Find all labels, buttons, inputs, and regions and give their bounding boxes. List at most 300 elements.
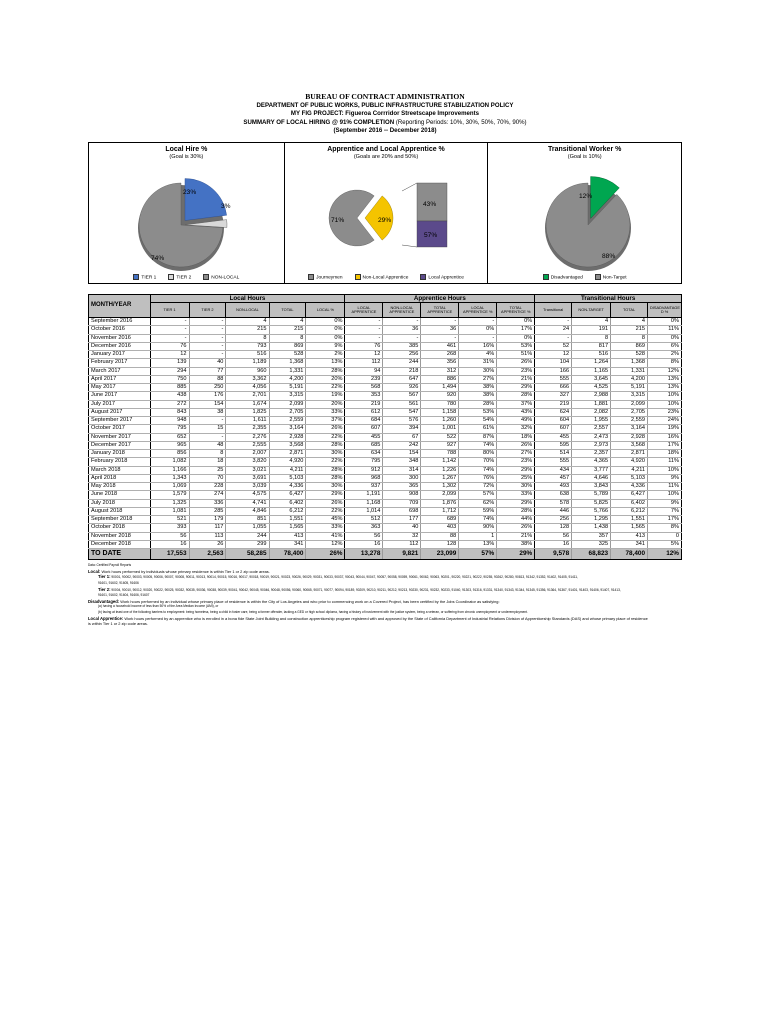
cell-tier-2: - [189,433,226,441]
cell-total-apprentice: 312 [421,367,459,375]
cell-total-apprentice: 403 [421,524,459,532]
label-non-target: 88% [602,252,616,260]
cell-non-local-apprentice: 244 [383,359,421,367]
cell-local-pct: 9% [306,342,345,350]
cell-local-pct: 0% [306,326,345,334]
cell-month: TO DATE [89,549,151,560]
cell-tier-2: - [189,326,226,334]
cell-transitional-total: 6,427 [611,491,648,499]
cell-local-total: 4 [269,318,306,326]
cell-month: March 2018 [89,466,151,474]
cell-local-total: 4,336 [269,483,306,491]
table-row [89,441,682,449]
cell-disadvantaged-pct: 12% [648,367,682,375]
cell-disadvantaged-pct: 24% [648,417,682,425]
cell-non-target: 4,365 [572,458,611,466]
legend-local-apprentice-label: Local Apprentice [428,274,464,280]
note-disadvantaged-b: (b) facing at least one of the following barriers to employment: being homeless, being a child in foster care, being a former offender, lacking a GED or high school diploma, having a history of involvement with the justice system, being a veteran, or suffering from chronic unemployment or underemployment. [98,609,528,614]
cell-total-apprentice: - [421,334,459,342]
cell-local-apprentice-pct: 54% [459,417,497,425]
cell-disadvantaged-pct: 2% [648,351,682,359]
cell-non-target: 1,264 [572,359,611,367]
cell-local-apprentice: 76 [345,342,383,350]
cell-tier-2: 77 [189,367,226,375]
cell-non-target: 5,825 [572,499,611,507]
cell-non-local: 960 [226,367,269,375]
cell-tier-2: 88 [189,375,226,383]
apprentice-legend [285,274,488,280]
cell-total-apprentice: 128 [421,540,459,548]
col-local-total: TOTAL [269,303,306,318]
cell-transitional: - [535,334,572,342]
cell-local-total: 4,211 [269,466,306,474]
cell-transitional: 16 [535,540,572,548]
connector-bottom [402,245,417,247]
cell-month: November 2018 [89,532,151,540]
cell-transitional-total: 2,559 [611,417,648,425]
cell-total-apprentice-pct: 21% [497,532,535,540]
cell-tier-1: 438 [150,392,189,400]
col-total-apprentice: TOTAL APPRENTICE [421,303,459,318]
cell-non-local: 4,575 [226,491,269,499]
cell-month: September 2017 [89,417,151,425]
cell-transitional-total: 1,551 [611,516,648,524]
col-local-apprentice: LOCAL APPRENTICE [345,303,383,318]
cell-transitional: 12 [535,351,572,359]
note-local-apprentice-text: Work hours performed by an apprentice who is enrolled in a bona fide State Joint Building and construction apprenticeship program registered with and approved by the State of California Department of Industrial Relations Division of Apprenticeship Standards (DAS) and whose primary place of residence [124,615,648,621]
apprentice-title: Apprentice and Local Apprentice % [327,145,445,153]
cell-non-local: 3,691 [226,474,269,482]
apprentice-hours-header: Apprentice Hours [345,294,535,302]
cell-local-apprentice-pct: 70% [459,458,497,466]
cell-non-target: 5,789 [572,491,611,499]
cell-total-apprentice-pct: 43% [497,408,535,416]
cell-tier-2: 26 [189,540,226,548]
cell-local-apprentice-pct: 57% [459,491,497,499]
cell-non-local-apprentice: 154 [383,450,421,458]
cell-tier-1: 843 [150,408,189,416]
note-local-apprentice-text-2: is within Tier 1 or 2 zip code areas. [88,621,148,627]
cell-local-pct: 26% [306,549,345,560]
cell-total-apprentice: 1,226 [421,466,459,474]
cell-disadvantaged-pct: 11% [648,458,682,466]
table-row [89,342,682,350]
cell-non-local-apprentice: 177 [383,516,421,524]
legend-local-apprentice [420,274,463,280]
cell-local-pct: 19% [306,392,345,400]
cell-local-apprentice: 12 [345,351,383,359]
cell-disadvantaged-pct: 18% [648,450,682,458]
cell-local-apprentice-pct: 1 [459,532,497,540]
cell-local-apprentice: 612 [345,408,383,416]
cell-month: March 2017 [89,367,151,375]
cell-local-apprentice: 634 [345,450,383,458]
cell-non-local-apprentice: 32 [383,532,421,540]
cell-total-apprentice: 1,267 [421,474,459,482]
cell-tier-1: 16 [150,540,189,548]
cell-local-total: 6,212 [269,507,306,515]
cell-total-apprentice-pct: 17% [497,326,535,334]
cell-non-local-apprentice: 385 [383,342,421,350]
cell-total-apprentice: 1,001 [421,425,459,433]
cell-total-apprentice: 920 [421,392,459,400]
label-non-local-apprentice: 43% [422,200,436,208]
note-tier-1-text-2: 91601, 91602, 91605, 91606 [98,581,139,585]
cell-non-local: 1,611 [226,417,269,425]
cell-tier-1: 521 [150,516,189,524]
note-tier-1-text: 90001, 90002, 90003, 90005, 90006, 90007, 90008, 90011, 90013, 90014, 90015, 90016, 90017, 90018, 90019, 90021, 90023, 90026, 90029, 90031, 90033, 90037, 90043, 90044, 90047, 90057, 90058, 90059, 90061, 90062, 90063, 90201, 90220, 90221, 90222, 90255, 90262, 90280, 90813, 91342, 91352, 91402, 91405, 91411, [111,575,578,580]
cell-local-apprentice-pct: 16% [459,342,497,350]
cell-tier-1: 294 [150,367,189,375]
table-row [89,359,682,367]
cell-non-target: 1,438 [572,524,611,532]
cell-month: December 2018 [89,540,151,548]
table-row [89,318,682,326]
cell-local-apprentice: 56 [345,532,383,540]
cell-transitional-total: 6,212 [611,507,648,515]
cell-tier-2: 250 [189,384,226,392]
cell-local-apprentice: 1,191 [345,491,383,499]
cell-local-apprentice-pct: 27% [459,375,497,383]
cell-tier-1: 1,579 [150,491,189,499]
table-row [89,466,682,474]
cell-disadvantaged-pct: 8% [648,524,682,532]
cell-non-local-apprentice: 314 [383,466,421,474]
col-disadvantaged-pct: DISADVANTAGE D % [648,303,682,318]
note-tier-2-label: Tier 2: [98,586,111,592]
cell-local-apprentice: 16 [345,540,383,548]
cell-total-apprentice-pct: 51% [497,351,535,359]
cell-transitional: 624 [535,408,572,416]
cell-transitional: 104 [535,359,572,367]
cell-local-total: 2,559 [269,417,306,425]
cell-transitional: 446 [535,507,572,515]
cell-local-total: 6,402 [269,499,306,507]
cell-local-total: 78,400 [269,549,306,560]
cell-local-apprentice: 512 [345,516,383,524]
cell-local-pct: 26% [306,499,345,507]
cell-total-apprentice-pct: 29% [497,466,535,474]
cell-transitional: 604 [535,417,572,425]
cell-tier-1: 1,325 [150,499,189,507]
summary-title-bold: SUMMARY OF LOCAL HIRING @ 91% COMPLETION [243,118,395,126]
table-row [89,499,682,507]
cell-local-apprentice: 94 [345,367,383,375]
cell-total-apprentice: 886 [421,375,459,383]
cell-month: October 2016 [89,326,151,334]
cell-non-local: 58,285 [226,549,269,560]
cell-tier-2: 228 [189,483,226,491]
cell-local-apprentice-pct: 57% [459,549,497,560]
cell-month: January 2017 [89,351,151,359]
cell-tier-2: 336 [189,499,226,507]
cell-transitional-total: 2,705 [611,408,648,416]
cell-local-total: 413 [269,532,306,540]
table-row [89,458,682,466]
cell-transitional: 638 [535,491,572,499]
cell-non-target: 1,881 [572,400,611,408]
cell-local-pct: 33% [306,408,345,416]
cell-month: April 2017 [89,375,151,383]
cell-transitional-total: 3,315 [611,392,648,400]
legend-tier-2-label: TIER 2 [176,274,192,280]
apprentice-pie-bar [285,143,489,283]
legend-non-target [595,274,627,280]
col-non-local-apprentice: NON-LOCAL APPRENTICE [383,303,421,318]
bureau-title: BUREAU OF CONTRACT ADMINISTRATION [305,92,465,101]
cell-transitional: 52 [535,342,572,350]
cell-local-apprentice-pct: 80% [459,450,497,458]
cell-local-pct: 0% [306,334,345,342]
cell-tier-2: 117 [189,524,226,532]
cell-total-apprentice: 689 [421,516,459,524]
cell-non-local: 3,362 [226,375,269,383]
cell-total-apprentice-pct: 26% [497,524,535,532]
cell-non-local-apprentice: 647 [383,375,421,383]
table-row [89,392,682,400]
cell-local-apprentice: 937 [345,483,383,491]
cell-non-local-apprentice: 908 [383,491,421,499]
cell-total-apprentice: 522 [421,433,459,441]
cell-total-apprentice: 356 [421,359,459,367]
cell-local-apprentice-pct: 62% [459,499,497,507]
cell-transitional: 457 [535,474,572,482]
cell-local-apprentice: 1,168 [345,499,383,507]
cell-local-pct: 22% [306,507,345,515]
cell-non-target: 2,557 [572,425,611,433]
cell-local-pct: 28% [306,367,345,375]
cell-total-apprentice-pct: 32% [497,425,535,433]
table-row [89,400,682,408]
col-transitional-total: TOTAL [611,303,648,318]
cell-tier-1: 17,553 [150,549,189,560]
cell-non-local: 1,189 [226,359,269,367]
cell-transitional: 166 [535,367,572,375]
table-row [89,334,682,342]
cell-non-local-apprentice: 926 [383,384,421,392]
cell-tier-1: 393 [150,524,189,532]
cell-total-apprentice: 88 [421,532,459,540]
cell-non-local-apprentice: 218 [383,367,421,375]
cell-month: October 2017 [89,425,151,433]
cell-disadvantaged-pct: 10% [648,392,682,400]
transitional-title: Transitional Worker % [547,145,622,153]
cell-transitional-total: 6,402 [611,499,648,507]
cell-local-apprentice-pct: 13% [459,540,497,548]
cell-tier-2: 8 [189,450,226,458]
label-local-apprentice: 57% [423,231,437,239]
cell-transitional: 24 [535,326,572,334]
note-tier-1 [88,574,682,586]
cell-local-apprentice-pct: 61% [459,425,497,433]
cell-non-target: 3,777 [572,466,611,474]
cell-local-pct: 30% [306,483,345,491]
cell-month: April 2018 [89,474,151,482]
cell-local-total: 2,099 [269,400,306,408]
cell-tier-1: 76 [150,342,189,350]
cell-transitional: 595 [535,441,572,449]
cell-total-apprentice-pct: 18% [497,433,535,441]
cell-total-apprentice-pct: 53% [497,342,535,350]
legend-journeymen [308,274,342,280]
cell-transitional: 327 [535,392,572,400]
cell-non-local-apprentice: 112 [383,540,421,548]
cell-local-pct: 13% [306,359,345,367]
cell-local-pct: 26% [306,425,345,433]
cell-total-apprentice: 1,158 [421,408,459,416]
cell-local-total: 1,368 [269,359,306,367]
cell-local-apprentice: 219 [345,400,383,408]
pie-slice-tier-1 [185,178,227,220]
cell-local-pct: 2% [306,351,345,359]
cell-local-pct: 45% [306,516,345,524]
table-row [89,507,682,515]
label-non-local: 74% [151,254,165,262]
cell-non-target: 516 [572,351,611,359]
cell-transitional: 219 [535,400,572,408]
cell-local-apprentice-pct: 87% [459,433,497,441]
cell-transitional-total: 869 [611,342,648,350]
cell-total-apprentice-pct: 26% [497,359,535,367]
cell-month: June 2017 [89,392,151,400]
cell-transitional-total: 5,103 [611,474,648,482]
cell-total-apprentice: 1,260 [421,417,459,425]
cell-tier-2: - [189,342,226,350]
cell-total-apprentice: 2,099 [421,491,459,499]
legend-journeymen-label: Journeymen [316,274,343,280]
label-journeymen: 71% [330,216,344,224]
cell-tier-2: 2,563 [189,549,226,560]
cell-non-target: 1,165 [572,367,611,375]
cell-non-local-apprentice: 547 [383,408,421,416]
cell-local-apprentice: 684 [345,417,383,425]
cell-transitional: 666 [535,384,572,392]
cell-local-apprentice: 607 [345,425,383,433]
cell-total-apprentice: 1,712 [421,507,459,515]
cell-local-pct: 28% [306,466,345,474]
transitional-subtitle: (Goal is 10%) [567,153,602,160]
cell-tier-2: 285 [189,507,226,515]
cell-transitional-total: 341 [611,540,648,548]
cell-transitional: 555 [535,458,572,466]
cell-local-total: 3,164 [269,425,306,433]
local-hire-title: Local Hire % [165,145,208,153]
cell-month: June 2018 [89,491,151,499]
cell-tier-2: 25 [189,466,226,474]
cell-disadvantaged-pct: 10% [648,466,682,474]
cell-tier-2: 48 [189,441,226,449]
cell-non-local-apprentice: - [383,334,421,342]
local-hire-pie [89,143,285,283]
cell-disadvantaged-pct: 11% [648,326,682,334]
cell-transitional-total: 4,920 [611,458,648,466]
note-disadvantaged-a: (a) having a household income of less than 50% of the Area Median Income (AMI), or [98,604,219,609]
cell-transitional-total: 1,331 [611,367,648,375]
cell-non-target: 1,295 [572,516,611,524]
transitional-chart [488,143,681,283]
cell-transitional: 128 [535,524,572,532]
cell-non-local: 4,846 [226,507,269,515]
cell-local-apprentice-pct: 38% [459,392,497,400]
cell-tier-2: 179 [189,516,226,524]
apprentice-chart [285,143,489,283]
cell-disadvantaged-pct: 10% [648,491,682,499]
legend-disadvantaged-label: Disadvantaged [550,274,583,280]
table-row [89,516,682,524]
cell-total-apprentice-pct: 26% [497,441,535,449]
cell-transitional: 9,578 [535,549,572,560]
cell-local-apprentice: 568 [345,384,383,392]
cell-total-apprentice: 1,302 [421,483,459,491]
table-row [89,524,682,532]
local-hire-legend [89,274,284,280]
cell-non-local: 299 [226,540,269,548]
note-disadvantaged-label: Disadvantaged: [88,598,120,604]
cell-local-total: 1,565 [269,524,306,532]
cell-non-local: 793 [226,342,269,350]
cell-total-apprentice: 36 [421,326,459,334]
cell-local-apprentice: 685 [345,441,383,449]
cell-total-apprentice-pct: 0% [497,334,535,342]
apprentice-subtitle: (Goals are 20% and 50%) [353,153,419,160]
cell-tier-1: 12 [150,351,189,359]
cell-local-apprentice: - [345,334,383,342]
cell-transitional: - [535,318,572,326]
cell-local-apprentice-pct: 4% [459,351,497,359]
table-row [89,483,682,491]
cell-local-apprentice-pct: 31% [459,359,497,367]
cell-transitional-total: 2,871 [611,450,648,458]
cell-local-apprentice: 112 [345,359,383,367]
legend-tier-1 [133,274,156,280]
cell-tier-1: - [150,326,189,334]
charts-row [88,142,682,284]
note-local-text: Work hours performed by individuals whose primary residence is within Tier 1 or 2 zip code areas. [101,568,270,574]
cell-transitional-total: 4,336 [611,483,648,491]
cell-non-local-apprentice: 36 [383,326,421,334]
cell-total-apprentice-pct: 33% [497,491,535,499]
cell-non-local: 851 [226,516,269,524]
cell-tier-1: 965 [150,441,189,449]
cell-month: September 2016 [89,318,151,326]
table-row [89,417,682,425]
cell-transitional-total: 528 [611,351,648,359]
cell-non-target: 3,843 [572,483,611,491]
cell-total-apprentice: 927 [421,441,459,449]
legend-tier-1-label: TIER 1 [141,274,157,280]
cell-tier-2: 38 [189,408,226,416]
cell-non-target: 2,357 [572,450,611,458]
cell-non-target: 4 [572,318,611,326]
cell-non-local-apprentice: 9,821 [383,549,421,560]
totals-row [89,549,682,560]
cell-non-target: 4,646 [572,474,611,482]
cell-transitional: 578 [535,499,572,507]
cell-month: February 2018 [89,458,151,466]
table-body [89,318,682,560]
legend-non-local-label: NON-LOCAL [211,274,240,280]
table-row [89,450,682,458]
cell-non-target: 191 [572,326,611,334]
cell-transitional-total: 3,164 [611,425,648,433]
cell-non-local: 244 [226,532,269,540]
cell-transitional-total: 2,928 [611,433,648,441]
cell-tier-2: - [189,318,226,326]
cell-local-apprentice-pct: 0% [459,326,497,334]
cell-non-local: 1,055 [226,524,269,532]
cell-month: November 2016 [89,334,151,342]
legend-non-local [203,274,239,280]
